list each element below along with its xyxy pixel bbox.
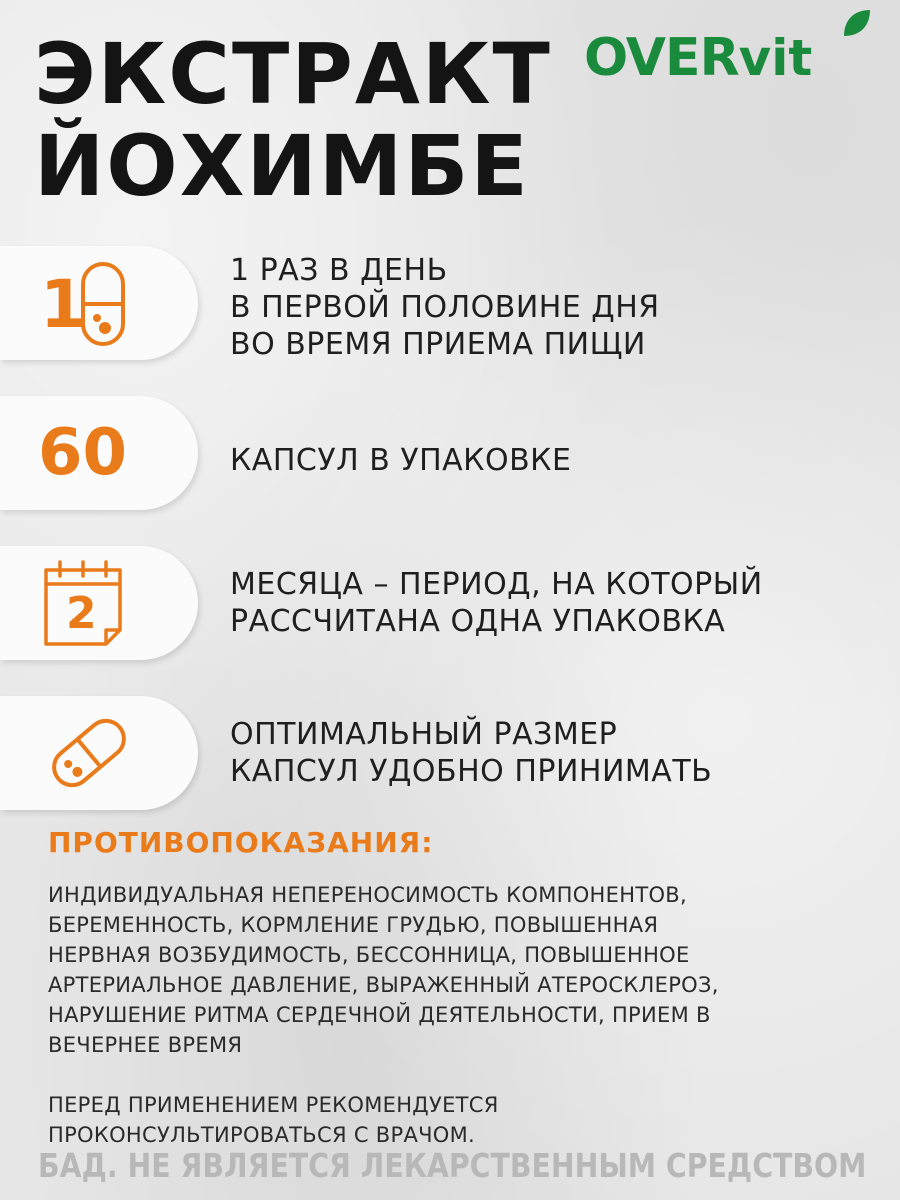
- feature-line: КАПСУЛ В УПАКОВКЕ: [230, 443, 572, 478]
- feature-badge: [0, 546, 198, 660]
- feature-line: МЕСЯЦА – ПЕРИОД, НА КОТОРЫЙ: [230, 567, 763, 602]
- contraindication-line: ИНДИВИДУАЛЬНАЯ НЕПЕРЕНОСИМОСТЬ КОМПОНЕНТОВ,: [48, 883, 687, 907]
- feature-line: РАССЧИТАНА ОДНА УПАКОВКА: [230, 604, 726, 639]
- contraindications-text: [48, 880, 868, 1060]
- feature-line: 1 РАЗ В ДЕНЬ: [230, 253, 448, 288]
- badge-number: 2: [66, 588, 97, 639]
- badge-number: 60: [38, 416, 128, 490]
- feature-description: [230, 442, 571, 479]
- contraindications-heading: ПРОТИВОПОКАЗАНИЯ:: [48, 826, 434, 859]
- advice-line: ПРОКОНСУЛЬТИРОВАТЬСЯ С ВРАЧОМ.: [48, 1123, 476, 1147]
- contraindication-line: ВЕЧЕРНЕЕ ВРЕМЯ: [48, 1033, 243, 1057]
- feature-description: [230, 566, 763, 640]
- feature-capsule-size: [0, 696, 900, 810]
- logo-text-vit: vit: [738, 29, 813, 87]
- feature-line: ВО ВРЕМЯ ПРИЕМА ПИЩИ: [230, 327, 646, 362]
- feature-description: [230, 252, 660, 363]
- leaf-icon: [840, 8, 874, 38]
- contraindication-line: НЕРВНАЯ ВОЗБУДИМОСТЬ, БЕССОННИЦА, ПОВЫШЕННОЕ: [48, 943, 690, 967]
- feature-line: В ПЕРВОЙ ПОЛОВИНЕ ДНЯ: [230, 290, 660, 325]
- title-line-2: ЙОХИМБЕ: [34, 117, 530, 215]
- feature-dosage: [0, 246, 900, 360]
- supplement-disclaimer: БАД. НЕ ЯВЛЯЕТСЯ ЛЕКАРСТВЕННЫМ СРЕДСТВОМ: [38, 1146, 867, 1185]
- feature-line: ОПТИМАЛЬНЫЙ РАЗМЕР: [230, 717, 618, 752]
- title-line-1: ЭКСТРАКТ: [34, 25, 552, 123]
- feature-badge: [0, 396, 198, 510]
- advice-line: ПЕРЕД ПРИМЕНЕНИЕМ РЕКОМЕНДУЕТСЯ: [48, 1093, 499, 1117]
- badge-number: 1: [40, 266, 86, 343]
- capsule-icon: [44, 708, 134, 798]
- brand-logo: [584, 24, 880, 94]
- feature-duration: [0, 546, 900, 660]
- feature-line: КАПСУЛ УДОБНО ПРИНИМАТЬ: [230, 754, 713, 789]
- contraindication-line: НАРУШЕНИЕ РИТМА СЕРДЕЧНОЙ ДЕЯТЕЛЬНОСТИ, ПРИЕМ В: [48, 1003, 711, 1027]
- consultation-advice: [48, 1090, 499, 1150]
- contraindication-line: БЕРЕМЕННОСТЬ, КОРМЛЕНИЕ ГРУДЬЮ, ПОВЫШЕННАЯ: [48, 913, 659, 937]
- contraindication-line: АРТЕРИАЛЬНОЕ ДАВЛЕНИЕ, ВЫРАЖЕННЫЙ АТЕРОСКЛЕРОЗ,: [48, 973, 719, 997]
- product-title: [34, 25, 552, 215]
- feature-description: [230, 716, 712, 790]
- logo-text-over: OVER: [584, 28, 739, 88]
- feature-badge: [0, 246, 198, 360]
- feature-capsule-count: [0, 396, 900, 510]
- logo-wordmark: [584, 28, 812, 88]
- feature-badge: [0, 696, 198, 810]
- capsule-icon: [78, 260, 128, 348]
